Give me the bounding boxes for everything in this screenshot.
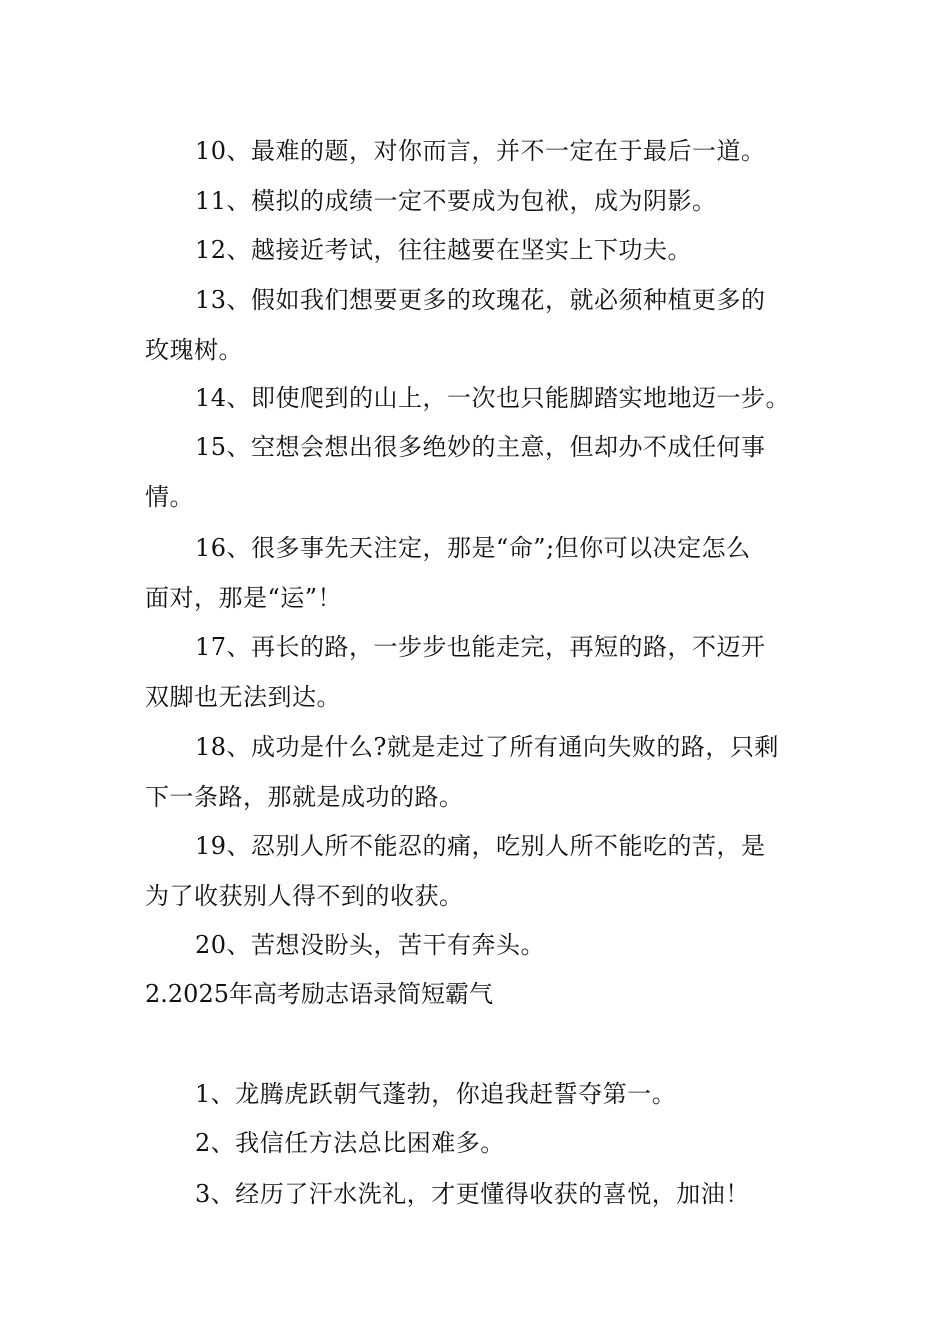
quote-line: 19、忍别人所不能忍的痛，吃别人所不能吃的苦，是 <box>195 832 766 860</box>
quote-line: 15、空想会想出很多绝妙的主意，但却办不成任何事 <box>195 433 766 461</box>
quote-line: 10、最难的题，对你而言，并不一定在于最后一道。 <box>195 137 766 165</box>
quote-line: 情。 <box>145 483 194 511</box>
quote-line: 面对，那是“运”！ <box>145 584 343 612</box>
quote-line: 12、越接近考试，往往越要在坚实上下功夫。 <box>195 236 693 264</box>
quote-line: 16、很多事先天注定，那是“命”;但你可以决定怎么 <box>195 534 751 562</box>
quote-line: 1、龙腾虎跃朝气蓬勃，你追我赶誓夺第一。 <box>195 1080 677 1108</box>
quote-item-3 <box>145 1169 810 1219</box>
quote-item-11 <box>145 176 810 226</box>
quote-item-20 <box>145 920 810 970</box>
quote-line: 2、我信任方法总比困难多。 <box>195 1129 505 1157</box>
quote-item-17 <box>145 622 810 722</box>
section-heading: 2.2025年高考励志语录简短霸气 <box>145 980 493 1008</box>
quote-line: 14、即使爬到的山上，一次也只能脚踏实地地迈一步。 <box>195 384 791 412</box>
quote-line: 双脚也无法到达。 <box>145 683 341 711</box>
quote-line: 玫瑰树。 <box>145 336 243 364</box>
quote-line: 18、成功是什么?就是走过了所有通向失败的路，只剩 <box>195 733 779 761</box>
quote-item-15 <box>145 422 810 522</box>
quote-line: 下一条路，那就是成功的路。 <box>145 783 464 811</box>
quote-item-10 <box>145 126 810 176</box>
quote-item-12 <box>145 225 810 275</box>
quote-line: 17、再长的路，一步步也能走完，再短的路，不迈开 <box>195 633 766 661</box>
quote-line: 13、假如我们想要更多的玫瑰花，就必须种植更多的 <box>195 286 766 314</box>
quote-line: 为了收获别人得不到的收获。 <box>145 882 464 910</box>
quote-item-1 <box>145 1069 810 1119</box>
quote-item-16 <box>145 523 810 623</box>
quote-line: 20、苦想没盼头，苦干有奔头。 <box>195 931 546 959</box>
quote-item-14 <box>145 373 810 423</box>
quote-line: 11、模拟的成绩一定不要成为包袱，成为阴影。 <box>195 187 717 215</box>
quote-item-18 <box>145 722 810 822</box>
quote-item-2 <box>145 1118 810 1168</box>
quote-line: 3、经历了汗水洗礼，才更懂得收获的喜悦，加油！ <box>195 1180 750 1208</box>
quote-item-19 <box>145 821 810 921</box>
quote-item-13 <box>145 275 810 375</box>
